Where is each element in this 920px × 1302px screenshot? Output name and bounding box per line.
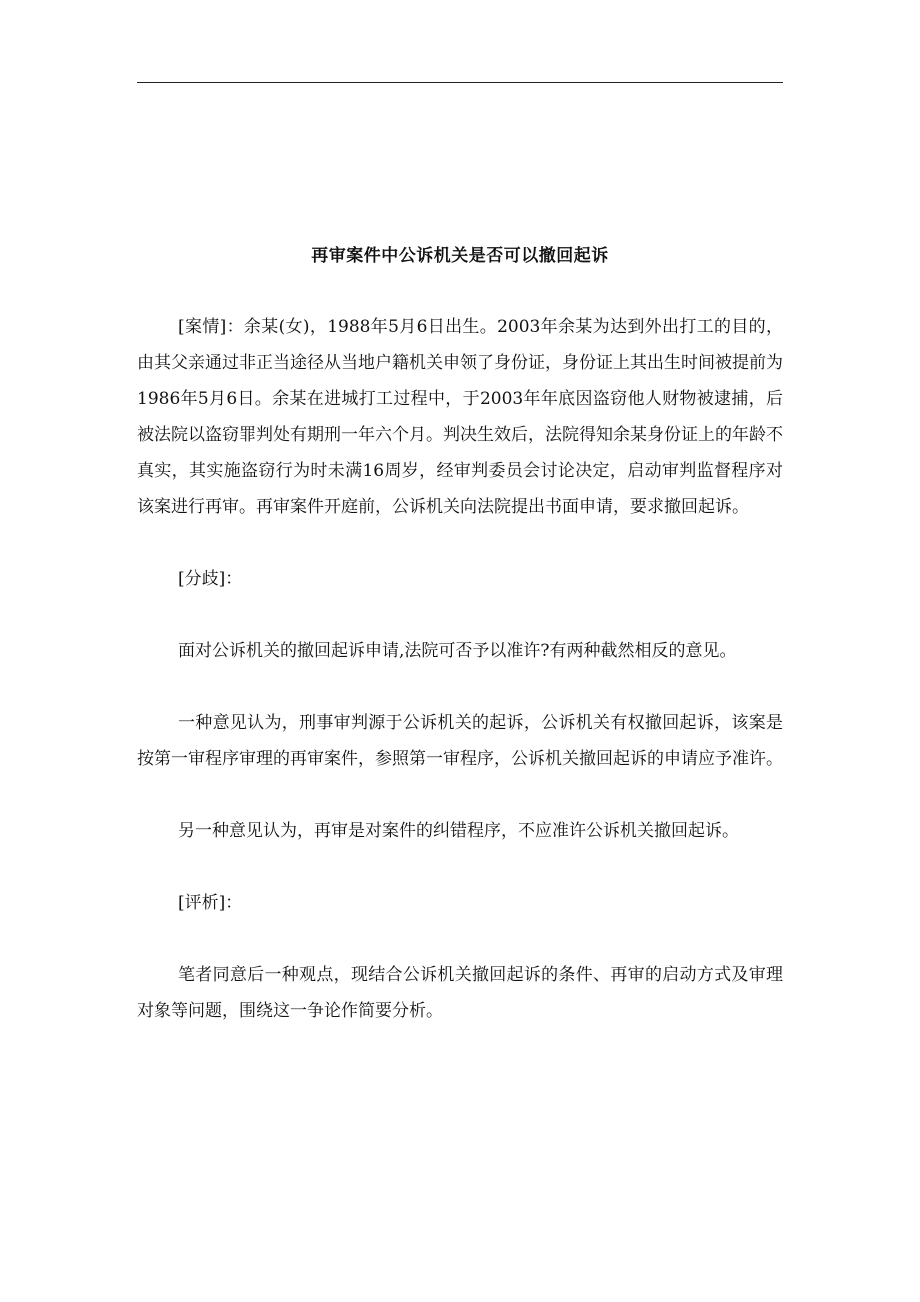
paragraph-second-opinion: 另一种意见认为，再审是对案件的纠错程序，不应准许公诉机关撤回起诉。: [178, 821, 739, 841]
paragraph-dispute-intro: 面对公诉机关的撤回起诉申请,法院可否予以准许?有两种截然相反的意见。: [178, 641, 737, 661]
header-rule: [137, 82, 783, 83]
document-body: [137, 309, 783, 1029]
paragraph-first-opinion: 一种意见认为，刑事审判源于公诉机关的起诉，公诉机关有权撤回起诉，该案是按第一审程序审理的再审案件，参照第一审程序，公诉机关撤回起诉的申请应予准许。: [137, 713, 783, 769]
document-title: 再审案件中公诉机关是否可以撤回起诉: [311, 246, 609, 266]
paragraph-dispute-heading: [分歧]：: [178, 569, 243, 589]
paragraph-case-facts: [案情]：余某(女)，1988年5月6日出生。2003年余某为达到外出打工的目的，由其父亲通过非正当途径从当地户籍机关申领了身份证，身份证上其出生时间被提前为1986年5月6日。余某在进城打工过程中，于2003年年底因盗窃他人财物被逮捕，后被法院以盗窃罪判处有期刑一年六个月。判决生效后，法院得知余某身份证上的年龄不真实，其实施盗窃行为时未满16周岁，经审判委员会讨论决定，启动审判监督程序对该案进行再审。再审案件开庭前，公诉机关向法院提出书面申请，要求撤回起诉。: [137, 317, 783, 517]
paragraph-analysis-intro: 笔者同意后一种观点，现结合公诉机关撤回起诉的条件、再审的启动方式及审理对象等问题，围绕这一争论作简要分析。: [137, 965, 783, 1021]
paragraph-analysis-heading: [评析]：: [178, 893, 243, 913]
